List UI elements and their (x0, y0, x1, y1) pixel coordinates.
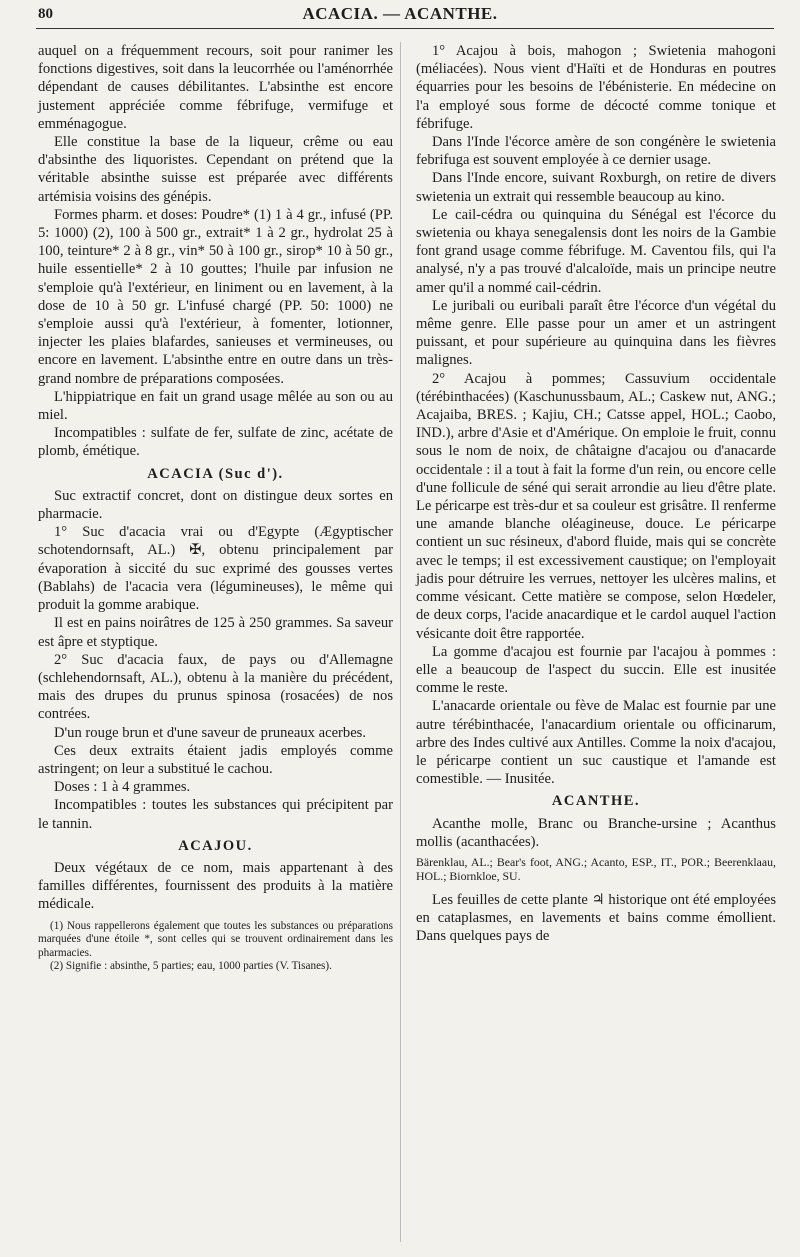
paragraph: Ces deux extraits étaient jadis employés comme astringent; on leur a substitué le cachou. (38, 742, 393, 777)
paragraph: Incompatibles : sulfate de fer, sulfate de zinc, acétate de plomb, émétique. (38, 425, 393, 460)
paragraph: 1° Suc d'acacia vrai ou d'Egypte (Ægyptischer schotendornsaft, AL.) ✠, obtenu principalement par évaporation à siccité du suc exprimé des gousses vertes (Bablahs) de l'acacia vera (légumineuses), le même qui produit la gomme arabique. (38, 524, 393, 614)
paragraph: 2° Suc d'acacia faux, de pays ou d'Allemagne (schlehendornsaft, AL.), obtenu à la manière du précédent, mais des drupes du prunus spinosa (rosacées) de nos contrées. (38, 651, 393, 723)
page-number: 80 (38, 6, 53, 22)
header-rule (36, 28, 774, 29)
paragraph: L'hippiatrique en fait un grand usage mêlée au son ou au miel. (38, 388, 393, 424)
paragraph: Le cail-cédra ou quinquina du Sénégal est l'écorce du swietenia ou khaya senegalensis dont les noirs de la Gambie font grand usage comme fébrifuge. M. Caventou fils, qui l'a analysé, n'y a pas trouvé d'alcaloïde, mais un principe neutre amer qu'il a nommé cail-cédrin. (416, 206, 776, 296)
paragraph: Formes pharm. et doses: Poudre* (1) 1 à 4 gr., infusé (PP. 5: 1000) (2), 100 à 500 gr., extrait* 1 à 2 gr., hydrolat 25 à 100, teinture* 2 à 8 gr., vin* 50 à 100 gr., sirop* 10 à 50 gr., huile essentielle* 2 à 10 gouttes; l'huile par infusion ne s'emploie qu'à l'extérieur, en liniment ou en lavement, à la dose de 10 à 50 gr. L'infusé chargé (PP. 50: 1000) ne s'emploie aussi qu'à l'extérieur, à fomenter, lotionner, injecter les plaies blafardes, sanieuses et vermineuses, ou encore en lavement. L'absinthe entre en outre dans un très-grand nombre de préparations composées. (38, 206, 393, 387)
paragraph: L'anacarde orientale ou fève de Malac est fournie par une autre térébinthacée, l'anacardium orientale ou officinarum, arbre des Indes cultivé aux Antilles. Comme la noix d'acajou, le péricarpe contient un suc caustique et l'amande est comestible. — Inusitée. (416, 698, 776, 788)
paragraph: 1° Acajou à bois, mahogon ; Swietenia mahogoni (méliacées). Nous vient d'Haïti et de Honduras en poutres équarries pour les besoins de l'ébénisterie. En médecine on l'a employé sous forme de décocté comme tonique et fébrifuge. (416, 43, 776, 132)
paragraph: Dans l'Inde encore, suivant Roxburgh, on retire de divers swietenia un extrait qui ressemble beaucoup au kino. (416, 170, 776, 205)
paragraph: Dans l'Inde l'écorce amère de son congénère le swietenia febrifuga est souvent employée à ce dernier usage. (416, 134, 776, 169)
paragraph: Il est en pains noirâtres de 125 à 250 grammes. Sa saveur est âpre et styptique. (38, 615, 393, 650)
running-title: ACACIA. — ACANTHE. (302, 4, 498, 23)
paragraph: Acanthe molle, Branc ou Branche-ursine ; Acanthus mollis (acanthacées). (416, 815, 776, 850)
right-column (416, 42, 776, 946)
paragraph: Deux végétaux de ce nom, mais appartenant à des familles différentes, fournissent des produits à la matière médicale. (38, 859, 393, 913)
paragraph: Elle constitue la base de la liqueur, crême ou eau d'absinthe des liquoristes. Cependant on prétend que la véritable absinthe suisse est préparée avec différents artémisia voisins des génépis. (38, 134, 393, 205)
paragraph: Suc extractif concret, dont on distingue deux sortes en pharmacie. (38, 487, 393, 523)
synonyms-line: Bärenklau, AL.; Bear's foot, ANG.; Acanto, ESP., IT., POR.; Beerenklaau, HOL.; Biornkloe, SU. (416, 854, 776, 883)
paragraph: Doses : 1 à 4 grammes. (54, 779, 191, 796)
footnotes (38, 920, 393, 974)
paragraph: La gomme d'acajou est fournie par l'acajou à pommes : elle a beaucoup de l'aspect du succin. Elle est inusitée comme le reste. (416, 643, 776, 697)
column-divider (400, 42, 401, 1242)
footnote: (1) Nous rappellerons également que toutes les substances ou préparations marquées d'une étoile *, sont celles qui se trouvent ordinairement dans les pharmacies. (38, 919, 393, 959)
paragraph: 2° Acajou à pommes; Cassuvium occidentale (térébinthacées) (Kaschunussbaum, AL.; Caskew nut, ANG.; Acajaiba, BRES. ; Kajiu, CH.; Catsse appel, HOL.; Caobo, IND.), arbre d'Asie et d'Amérique. On emploie le fruit, connu sous le nom de noix, de châtaigne d'acajou ou d'anacarde occidentale : il a tout à fait la forme d'un rein, ou encore celle d'une follicule de séné qui serait arrondie au lieu d'être plate. Le péricarpe est très-dur et sa couleur est grisâtre. Il renferme une amande blanche oléagineuse, douce. Le péricarpe contient un suc résineux, d'abord fluide, mais qui se concrète avec le temps; il est excessivement caustique; on l'employait jadis pour détruire les verrues, nettoyer les ulcères malins, et comme vésicant. Cette matière se compose, selon Hœdeler, de deux corps, l'acide anacardique et le cardol auquel l'action vésicante doit être rapportée. (416, 370, 776, 642)
paragraph: D'un rouge brun et d'une saveur de pruneaux acerbes. (54, 724, 367, 741)
left-column (38, 42, 393, 974)
paragraph: Les feuilles de cette plante ♃ historique ont été employées en cataplasmes, en lavements et bains comme émollient. Dans quelques pays de (416, 891, 776, 945)
paragraph: Le juribali ou euribali paraît être l'écorce d'un végétal du même genre. Elle passe pour un amer et un astringent puissant, et pour supérieure au quinquina dans les fièvres malignes. (416, 297, 776, 369)
section-heading-acajou: ACAJOU. (178, 837, 253, 854)
paragraph: auquel on a fréquemment recours, soit pour ranimer les fonctions digestives, soit dans la leucorrhée ou l'aménorrhée dépendant de causes débilitantes. L'absinthe est encore justement appréciée comme fébrifuge, vermifuge et emménagogue. (38, 43, 393, 132)
section-heading-acanthe: ACANTHE. (551, 793, 641, 810)
section-heading-acacia: ACACIA (Suc d'). (147, 465, 284, 482)
footnote: (2) Signifie : absinthe, 5 parties; eau, 1000 parties (V. Tisanes). (50, 960, 332, 973)
paragraph: Incompatibles : toutes les substances qui précipitent par le tannin. (38, 797, 393, 832)
